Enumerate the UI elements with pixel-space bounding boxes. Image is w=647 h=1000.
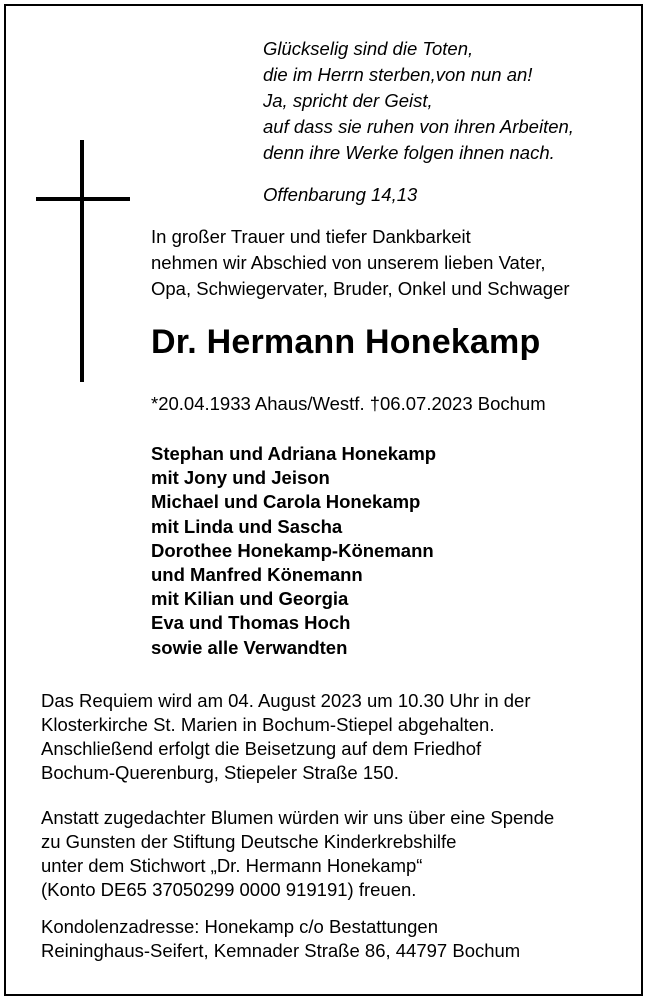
- verse-line: denn ihre Werke folgen ihnen nach.: [263, 142, 555, 163]
- family-member: und Manfred Könemann: [151, 564, 363, 586]
- family-member: mit Kilian und Georgia: [151, 588, 349, 610]
- condolence-paragraph: [41, 915, 520, 963]
- requiem-paragraph: [41, 689, 530, 785]
- verse-line: Ja, spricht der Geist,: [263, 90, 433, 111]
- condolence-line: Reininghaus-Seifert, Kemnader Straße 86, 44797 Bochum: [41, 940, 521, 961]
- requiem-line: Klosterkirche St. Marien in Bochum-Stiepel abgehalten.: [41, 714, 495, 735]
- intro-text: [151, 224, 570, 302]
- condolence-line: Kondolenzadresse: Honekamp c/o Bestattungen: [41, 916, 438, 937]
- requiem-line: Das Requiem wird am 04. August 2023 um 10.30 Uhr in der: [41, 690, 531, 711]
- family-member: mit Jony und Jeison: [151, 467, 330, 489]
- family-member: Dorothee Honekamp-Könemann: [151, 539, 434, 561]
- verse-line: Glückselig sind die Toten,: [263, 38, 474, 59]
- verse-line: auf dass sie ruhen von ihren Arbeiten,: [263, 116, 574, 137]
- family-member: mit Linda und Sascha: [151, 515, 343, 537]
- donation-line: unter dem Stichwort „Dr. Hermann Honekamp“: [41, 855, 423, 876]
- donation-paragraph: [41, 806, 554, 902]
- verse-reference: Offenbarung 14,13: [263, 184, 418, 205]
- verse-line: die im Herrn sterben,von nun an!: [263, 64, 533, 85]
- requiem-line: Anschließend erfolgt die Beisetzung auf dem Friedhof: [41, 738, 482, 759]
- bible-verse: [263, 36, 574, 208]
- intro-line: nehmen wir Abschied von unserem lieben Vater,: [151, 252, 546, 273]
- cross-vertical-bar: [80, 140, 84, 382]
- donation-line: zu Gunsten der Stiftung Deutsche Kinderkrebshilfe: [41, 831, 457, 852]
- requiem-line: Bochum-Querenburg, Stiepeler Straße 150.: [41, 762, 399, 783]
- family-member: Eva und Thomas Hoch: [151, 612, 351, 634]
- deceased-name: Dr. Hermann Honekamp: [151, 323, 541, 361]
- family-member: Stephan und Adriana Honekamp: [151, 443, 437, 464]
- cross-horizontal-bar: [36, 197, 130, 201]
- family-member: sowie alle Verwandten: [151, 636, 348, 658]
- family-list: [151, 442, 436, 660]
- donation-line: Anstatt zugedachter Blumen würden wir uns über eine Spende: [41, 807, 555, 828]
- family-member: Michael und Carola Honekamp: [151, 491, 421, 513]
- donation-line: (Konto DE65 37050299 0000 919191) freuen.: [41, 879, 417, 900]
- life-dates: *20.04.1933 Ahaus/Westf. †06.07.2023 Bochum: [151, 393, 546, 414]
- intro-line: Opa, Schwiegervater, Bruder, Onkel und Schwager: [151, 278, 570, 299]
- intro-line: In großer Trauer und tiefer Dankbarkeit: [151, 226, 471, 247]
